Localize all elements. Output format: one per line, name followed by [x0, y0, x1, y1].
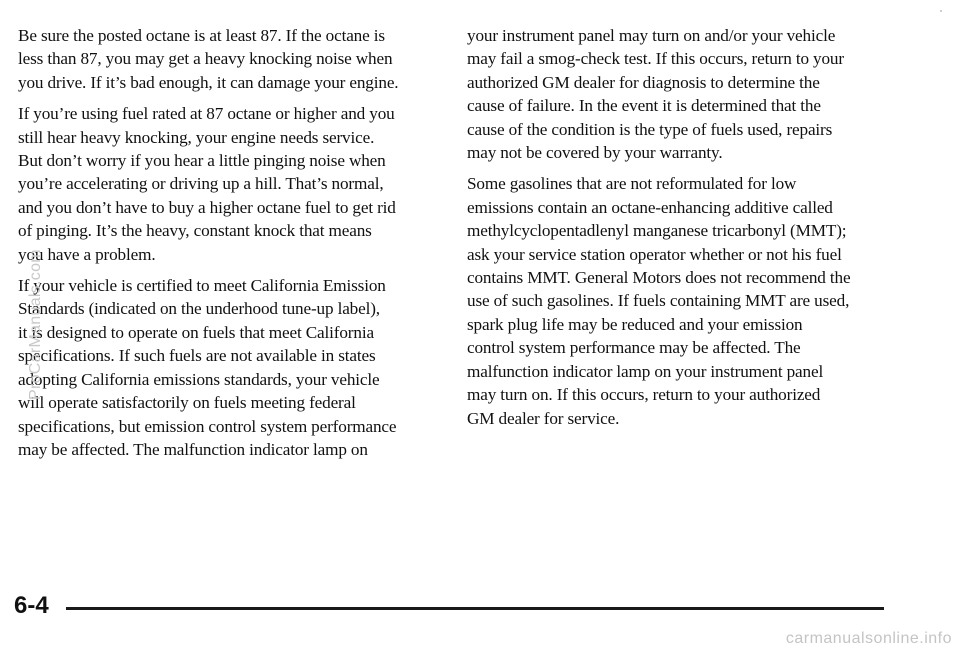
text-line: you have a problem.: [18, 244, 156, 264]
footer-rule: [66, 607, 884, 610]
text-line: may turn on. If this occurs, return to your authorized: [467, 385, 821, 405]
text-line: control system performance may be affected. The: [467, 338, 801, 358]
right-column: [467, 24, 897, 438]
text-line: If you’re using fuel rated at 87 octane or higher and you: [18, 104, 395, 124]
page-number: 6-4: [14, 592, 49, 619]
paragraph-smog-check: [467, 24, 897, 164]
text-line: emissions contain an octane-enhancing additive called: [467, 197, 833, 217]
text-line: spark plug life may be reduced and your emission: [467, 314, 803, 334]
text-line: But don’t worry if you hear a little pinging noise when: [18, 151, 386, 171]
text-line: still hear heavy knocking, your engine needs service.: [18, 127, 375, 147]
text-line: GM dealer for service.: [467, 408, 620, 428]
text-line: specifications, but emission control system performance: [18, 416, 397, 436]
paragraph-california-emission: [18, 274, 438, 461]
left-column: [18, 24, 438, 469]
text-line: ask your service station operator whether or not his fuel: [467, 244, 842, 264]
text-line: cause of failure. In the event it is determined that the: [467, 96, 821, 116]
text-line: may not be covered by your warranty.: [467, 143, 723, 163]
corner-mark: [940, 10, 942, 12]
footer-site-watermark: carmanualsonline.info: [785, 630, 952, 647]
watermark: ProCarManuals.com: [27, 249, 44, 400]
text-line: of pinging. It’s the heavy, constant knock that means: [18, 221, 372, 241]
text-line: your instrument panel may turn on and/or your vehicle: [467, 26, 836, 45]
text-line: Be sure the posted octane is at least 87. If the octane is: [18, 26, 385, 45]
text-line: Standards (indicated on the underhood tune-up label),: [18, 299, 380, 319]
text-line: specifications. If such fuels are not available in states: [18, 346, 376, 366]
paragraph-knocking: [18, 102, 438, 266]
text-line: will operate satisfactorily on fuels meeting federal: [18, 393, 356, 413]
text-line: you drive. If it’s bad enough, it can damage your engine.: [18, 72, 399, 92]
text-line: less than 87, you may get a heavy knocking noise when: [18, 49, 393, 69]
text-line: Some gasolines that are not reformulated for low: [467, 174, 797, 194]
text-line: it is designed to operate on fuels that meet California: [18, 322, 374, 342]
text-line: cause of the condition is the type of fuels used, repairs: [467, 119, 833, 139]
text-line: may be affected. The malfunction indicator lamp on: [18, 439, 368, 459]
text-line: and you don’t have to buy a higher octane fuel to get rid: [18, 197, 396, 217]
paragraph-octane-minimum: [18, 24, 438, 94]
text-line: If your vehicle is certified to meet California Emission: [18, 276, 386, 296]
text-line: methylcyclopentadlenyl manganese tricarbonyl (MMT);: [467, 221, 847, 241]
text-line: authorized GM dealer for diagnosis to determine the: [467, 72, 820, 92]
text-line: malfunction indicator lamp on your instrument panel: [467, 361, 824, 381]
text-line: contains MMT. General Motors does not recommend the: [467, 268, 851, 288]
text-line: adopting California emissions standards, your vehicle: [18, 369, 380, 389]
text-line: use of such gasolines. If fuels containing MMT are used,: [467, 291, 850, 311]
paragraph-mmt-additive: [467, 172, 897, 429]
text-line: may fail a smog-check test. If this occurs, return to your: [467, 49, 844, 69]
text-line: you’re accelerating or driving up a hill. That’s normal,: [18, 174, 384, 194]
